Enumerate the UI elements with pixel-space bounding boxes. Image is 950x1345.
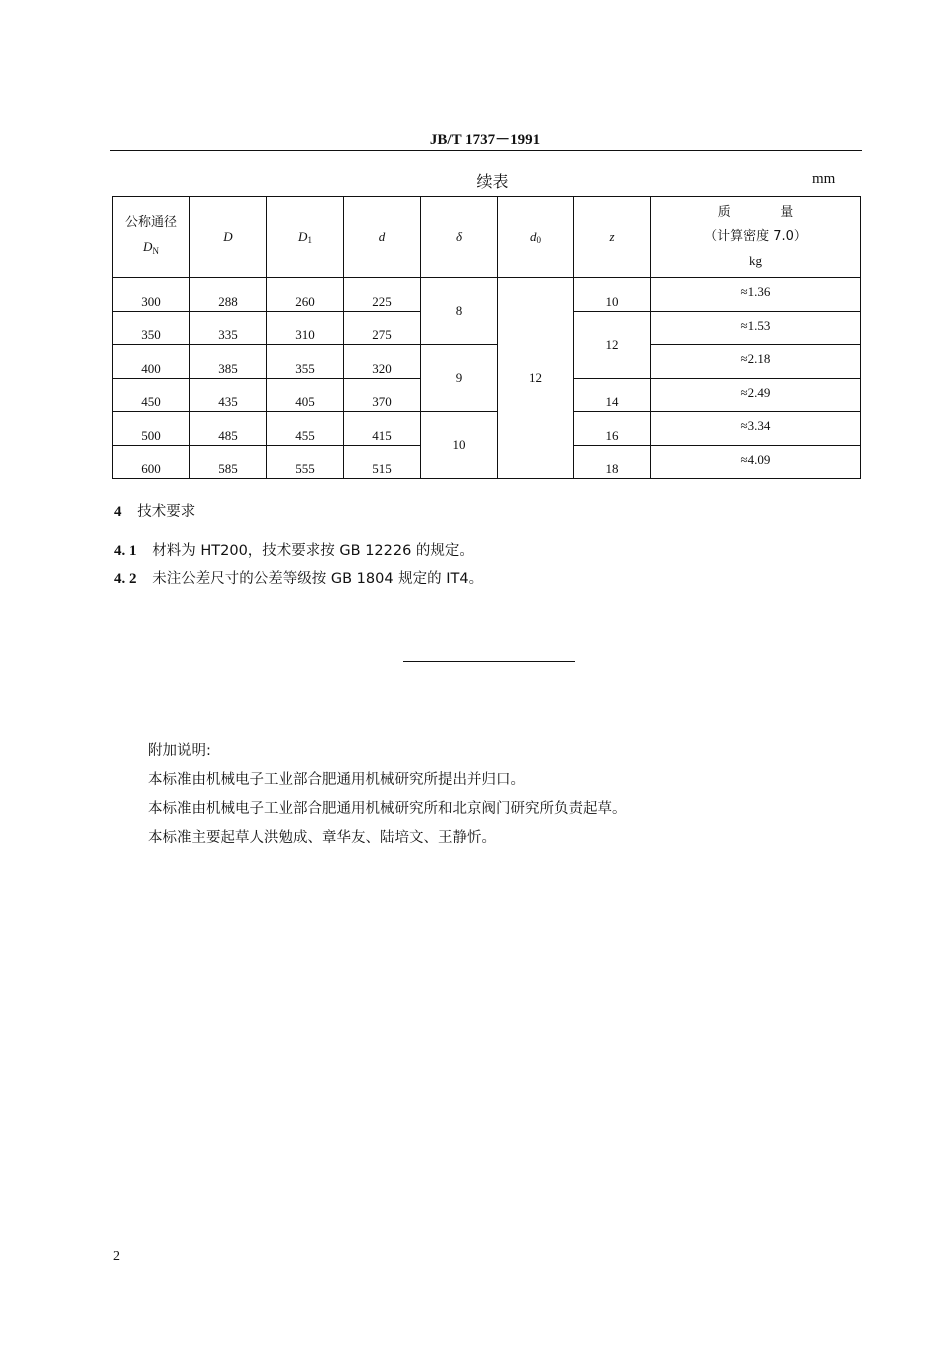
end-rule: [403, 661, 575, 662]
cell-mass: ≈3.34: [651, 412, 861, 446]
unit-label: mm: [812, 171, 836, 187]
header-mass: [651, 197, 861, 278]
table-row: [113, 278, 861, 312]
cell-delta: 9: [421, 345, 498, 412]
cell-d: 370: [344, 378, 421, 412]
cell-mass: ≈1.36: [651, 278, 861, 312]
clause-text: 材料为 HT200，技术要求按 GB 12226 的规定。: [152, 543, 474, 559]
cell-D: 585: [190, 445, 267, 479]
clause-text: 未注公差尺寸的公差等级按 GB 1804 规定的 IT4。: [152, 571, 484, 587]
cell-delta: 10: [421, 412, 498, 479]
cell-D1: 355: [267, 345, 344, 379]
page-number: 2: [113, 1249, 120, 1264]
cell-D: 435: [190, 378, 267, 412]
clause-4-2: [114, 567, 483, 588]
cell-z: 10: [574, 278, 651, 312]
cell-z: 14: [574, 378, 651, 412]
table-caption: 续表: [476, 172, 509, 191]
header-d: d: [344, 197, 421, 278]
cell-dn: 500: [113, 412, 190, 446]
cell-z: 18: [574, 445, 651, 479]
cell-D1: 260: [267, 278, 344, 312]
cell-mass: ≈2.18: [651, 345, 861, 379]
table-row: [113, 345, 861, 379]
table-header-row: [113, 197, 861, 278]
cell-D: 288: [190, 278, 267, 312]
notes-title: 附加说明:: [148, 743, 211, 759]
cell-d: 320: [344, 345, 421, 379]
cell-D1: 455: [267, 412, 344, 446]
notes-line: 本标准由机械电子工业部合肥通用机械研究所和北京阀门研究所负责起草。: [148, 801, 627, 817]
table-row: [113, 412, 861, 446]
header-mass-unit: kg: [749, 253, 762, 268]
clause-number: 4. 2: [114, 571, 137, 587]
header-rule: [110, 150, 862, 151]
header-mass-label: 质 量: [717, 205, 794, 220]
cell-delta: 8: [421, 278, 498, 345]
cell-d: 225: [344, 278, 421, 312]
notes-line: 本标准由机械电子工业部合肥通用机械研究所提出并归口。: [148, 772, 525, 788]
cell-D: 485: [190, 412, 267, 446]
cell-mass: ≈2.49: [651, 378, 861, 412]
cell-d0: 12: [498, 278, 574, 479]
cell-D: 335: [190, 311, 267, 345]
header-D1: $D_1$: [267, 197, 344, 278]
cell-dn: 350: [113, 311, 190, 345]
cell-mass: ≈1.53: [651, 311, 861, 345]
header-dn-symbol: $D_N$: [143, 239, 159, 256]
cell-mass: ≈4.09: [651, 445, 861, 479]
header-dn: [113, 197, 190, 278]
clause-number: 4. 1: [114, 543, 137, 559]
cell-dn: 300: [113, 278, 190, 312]
cell-z: 12: [574, 311, 651, 378]
header-dn-label: 公称通径: [124, 215, 177, 230]
notes-line: 本标准主要起草人洪勉成、章华友、陆培文、王静忻。: [148, 830, 496, 846]
cell-d: 515: [344, 445, 421, 479]
standard-header: JB/T 1737－1991: [429, 132, 541, 148]
cell-D1: 310: [267, 311, 344, 345]
cell-dn: 400: [113, 345, 190, 379]
section-number: 4: [114, 504, 122, 520]
section-4-heading: [114, 500, 195, 521]
cell-d: 275: [344, 311, 421, 345]
header-delta: δ: [421, 197, 498, 278]
header-z: z: [574, 197, 651, 278]
clause-4-1: [114, 539, 474, 560]
cell-d: 415: [344, 412, 421, 446]
header-D: D: [190, 197, 267, 278]
header-mass-density: （计算密度 7.0）: [704, 229, 807, 244]
section-title: 技术要求: [137, 504, 196, 520]
cell-D1: 405: [267, 378, 344, 412]
spec-table: [112, 196, 861, 479]
cell-dn: 450: [113, 378, 190, 412]
cell-D1: 555: [267, 445, 344, 479]
cell-z: 16: [574, 412, 651, 446]
cell-dn: 600: [113, 445, 190, 479]
cell-D: 385: [190, 345, 267, 379]
header-d0: $d_0$: [498, 197, 574, 278]
